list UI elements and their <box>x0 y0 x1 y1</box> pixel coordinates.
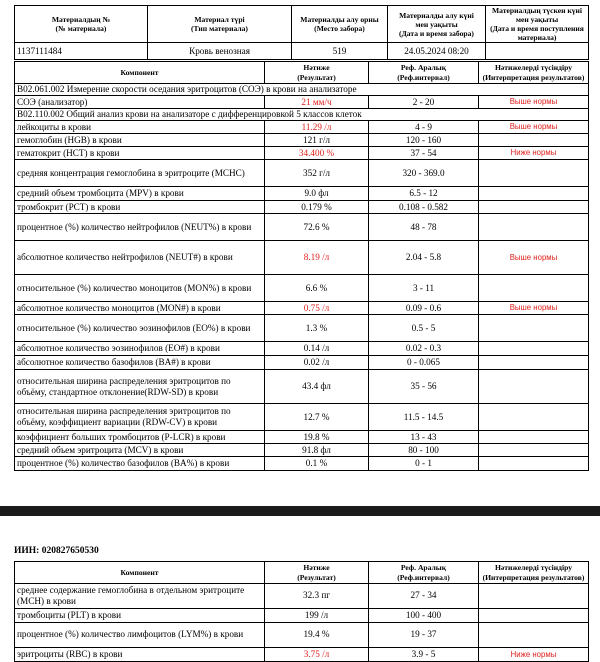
result-row <box>15 214 589 241</box>
result-name: относительное (%) количество моноцитов (MON%) в крови <box>15 275 265 302</box>
page-separator <box>0 506 600 516</box>
result-ref: 19 - 37 <box>369 623 479 648</box>
results-table-page2 <box>14 561 589 662</box>
result-row <box>15 96 589 109</box>
result-name: эритроциты (RBC) в крови <box>15 648 265 662</box>
result-value: 1.3 % <box>265 315 369 342</box>
result-interp <box>479 187 589 201</box>
result-value: 199 /л <box>265 609 369 623</box>
result-interp: Выше нормы <box>479 302 589 315</box>
result-name: абсолютное количество нейтрофилов (NEUT#) в крови <box>15 241 265 275</box>
result-name: тромбокрит (PCT) в крови <box>15 201 265 214</box>
result-row <box>15 275 589 302</box>
result-value: 0.75 /л <box>265 302 369 315</box>
result-name: средняя концентрация гемоглобина в эритроците (MCHC) <box>15 160 265 187</box>
result-interp <box>479 623 589 648</box>
result-interp <box>479 370 589 404</box>
result-value: 32.3 пг <box>265 584 369 609</box>
result-interp <box>479 431 589 444</box>
result-value: 72.6 % <box>265 214 369 241</box>
results-col-ref: Реф. Аралық (Реф.интервал) <box>369 62 479 84</box>
result-ref: 37 - 54 <box>369 147 479 160</box>
result-ref: 2 - 20 <box>369 96 479 109</box>
result-name: процентное (%) количество лимфоцитов (LYM%) в крови <box>15 623 265 648</box>
result-row <box>15 121 589 134</box>
sample-info-table <box>14 5 589 60</box>
result-interp: Выше нормы <box>479 121 589 134</box>
result-value: 19.8 % <box>265 431 369 444</box>
result-ref: 3 - 11 <box>369 275 479 302</box>
result-name: процентное (%) количество нейтрофилов (NEUT%) в крови <box>15 214 265 241</box>
result-name: относительное (%) количество эозинофилов (EO%) в крови <box>15 315 265 342</box>
result-value: 43.4 фл <box>265 370 369 404</box>
result-ref: 4 - 9 <box>369 121 479 134</box>
results-col-interp: Нәтижелерді түсіндіру (Интерпретация результатов) <box>479 62 589 84</box>
result-value: 8.19 /л <box>265 241 369 275</box>
results-col-interp: Нәтижелерді түсіндіру (Интерпретация результатов) <box>479 562 589 584</box>
result-name: средний объем тромбоцита (MPV) в крови <box>15 187 265 201</box>
result-ref: 0.02 - 0.3 <box>369 342 479 356</box>
result-row <box>15 623 589 648</box>
results-col-component: Компонент <box>15 62 265 84</box>
result-ref: 0.09 - 0.6 <box>369 302 479 315</box>
result-value: 34.400 % <box>265 147 369 160</box>
result-value: 352 г/л <box>265 160 369 187</box>
result-interp <box>479 275 589 302</box>
result-row <box>15 431 589 444</box>
result-value: 9.0 фл <box>265 187 369 201</box>
results-col-component: Компонент <box>15 562 265 584</box>
result-name: тромбоциты (PLT) в крови <box>15 609 265 623</box>
result-name: гемоглобин (HGB) в крови <box>15 134 265 147</box>
result-row <box>15 342 589 356</box>
result-row <box>15 160 589 187</box>
result-interp: Выше нормы <box>479 96 589 109</box>
results-col-ref: Реф. Аралық (Реф.интервал) <box>369 562 479 584</box>
result-interp <box>479 356 589 370</box>
results-col-result: Нәтиже (Результат) <box>265 62 369 84</box>
result-value: 12.7 % <box>265 404 369 431</box>
result-interp <box>479 404 589 431</box>
section-cbc: B02.110.002 Общий анализ крови на анализаторе с дифференцировкой 5 классов клеток <box>15 109 589 121</box>
result-value: 91.8 фл <box>265 444 369 457</box>
result-interp <box>479 214 589 241</box>
result-ref: 11.5 - 14.5 <box>369 404 479 431</box>
result-name: относительная ширина распределения эритроцитов по объёму, стандартное отклонение(RDW-SD) в крови <box>15 370 265 404</box>
result-row <box>15 315 589 342</box>
result-name: процентное (%) количество базофилов (BA%) в крови <box>15 457 265 471</box>
result-ref: 35 - 56 <box>369 370 479 404</box>
result-row <box>15 241 589 275</box>
sample-date-taken: 24.05.2024 08:20 <box>388 43 486 60</box>
col-date-received: Материалдың түскен күні мен уақыты (Дата и время поступления материала) <box>486 6 589 43</box>
result-ref: 80 - 100 <box>369 444 479 457</box>
result-ref: 320 - 369.0 <box>369 160 479 187</box>
sample-type: Кровь венозная <box>148 43 292 60</box>
result-row <box>15 404 589 431</box>
result-row <box>15 134 589 147</box>
result-ref: 0.108 - 0.582 <box>369 201 479 214</box>
result-ref: 13 - 43 <box>369 431 479 444</box>
col-material-no: Материалдың № (№ материала) <box>15 6 148 43</box>
result-name: СОЭ (анализатор) <box>15 96 265 109</box>
result-value: 19.4 % <box>265 623 369 648</box>
result-interp <box>479 160 589 187</box>
result-ref: 100 - 400 <box>369 609 479 623</box>
result-ref: 2.04 - 5.8 <box>369 241 479 275</box>
result-row <box>15 370 589 404</box>
result-value: 0.14 /л <box>265 342 369 356</box>
result-interp <box>479 609 589 623</box>
result-value: 121 г/л <box>265 134 369 147</box>
result-row <box>15 457 589 471</box>
col-date-taken: Материалды алу күні мен уақыты (Дата и время забора) <box>388 6 486 43</box>
result-row <box>15 648 589 662</box>
patient-iin: ИИН: 020827650530 <box>14 546 99 556</box>
col-place: Материалды алу орны (Место забора) <box>292 6 388 43</box>
result-ref: 0.5 - 5 <box>369 315 479 342</box>
result-row <box>15 302 589 315</box>
result-name: лейкоциты в крови <box>15 121 265 134</box>
result-value: 0.179 % <box>265 201 369 214</box>
result-ref: 0 - 0.065 <box>369 356 479 370</box>
section-esr: B02.061.002 Измерение скорости оседания эритроцитов (СОЭ) в крови на анализаторе <box>15 84 589 96</box>
result-interp: Ниже нормы <box>479 147 589 160</box>
result-row <box>15 187 589 201</box>
result-row <box>15 584 589 609</box>
sample-date-received <box>486 43 589 60</box>
result-ref: 120 - 160 <box>369 134 479 147</box>
result-row <box>15 356 589 370</box>
result-row <box>15 609 589 623</box>
result-interp <box>479 315 589 342</box>
result-value: 3.75 /л <box>265 648 369 662</box>
result-interp <box>479 584 589 609</box>
sample-place: 519 <box>292 43 388 60</box>
result-value: 21 мм/ч <box>265 96 369 109</box>
result-ref: 3.9 - 5 <box>369 648 479 662</box>
result-value: 0.1 % <box>265 457 369 471</box>
results-col-result: Нәтиже (Результат) <box>265 562 369 584</box>
result-row <box>15 444 589 457</box>
sample-number: 1137111484 <box>15 43 148 60</box>
result-name: коэффициент больших тромбоцитов (P-LCR) в крови <box>15 431 265 444</box>
result-name: среднее содержание гемоглобина в отдельном эритроците (MCH) в крови <box>15 584 265 609</box>
result-ref: 6.5 - 12 <box>369 187 479 201</box>
result-interp <box>479 342 589 356</box>
result-interp <box>479 457 589 471</box>
col-material-type: Материал түрі (Тип материала) <box>148 6 292 43</box>
result-interp <box>479 201 589 214</box>
result-name: гематокрит (HCT) в крови <box>15 147 265 160</box>
result-ref: 48 - 78 <box>369 214 479 241</box>
result-value: 11.29 /л <box>265 121 369 134</box>
result-name: средний объем эритроцита (MCV) в крови <box>15 444 265 457</box>
result-value: 0.02 /л <box>265 356 369 370</box>
result-ref: 27 - 34 <box>369 584 479 609</box>
result-row <box>15 201 589 214</box>
result-name: абсолютное количество моноцитов (MON#) в крови <box>15 302 265 315</box>
result-interp <box>479 134 589 147</box>
results-table <box>14 61 589 471</box>
result-row <box>15 147 589 160</box>
result-name: относительная ширина распределения эритроцитов по объёму, коэффициент вариации (RDW-CV) в крови <box>15 404 265 431</box>
result-interp: Выше нормы <box>479 241 589 275</box>
result-name: абсолютное количество эозинофилов (EO#) в крови <box>15 342 265 356</box>
result-name: абсолютное количество базофилов (BA#) в крови <box>15 356 265 370</box>
result-interp: Ниже нормы <box>479 648 589 662</box>
result-interp <box>479 444 589 457</box>
result-ref: 0 - 1 <box>369 457 479 471</box>
result-value: 6.6 % <box>265 275 369 302</box>
